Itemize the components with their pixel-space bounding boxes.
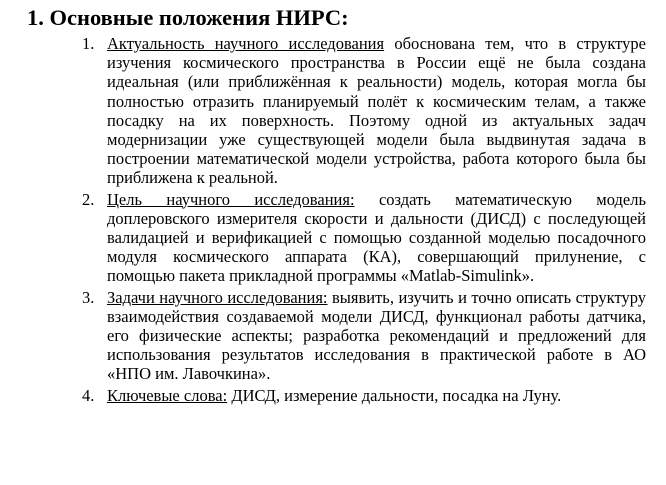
item-text: обоснована тем, что в структуре изучения космического пространства в России ещё не была создана идеальная (или приближённая к реальности) модель, которая могла бы полностью отразить планируемый полёт к космическим телам, а также посадку на их поверхность. Поэтому одной из актуальных задач модернизации уже существующей модели была выдвинутая задача в построении математической модели устройства, работа которого была бы приближена к реальной. xyxy=(107,34,646,188)
item-term: Ключевые слова: xyxy=(107,385,228,405)
item-text: создать математическую модель доплеровского измерителя скорости и дальности (ДИСД) с последующей валидацией и верификацией с помощью созданной моделью посадочного модуля космического аппарата (КА), совершающий прилунение, с помощью пакета прикладной программы «Matlab-Simulink». xyxy=(107,189,646,286)
list-item-relevance xyxy=(27,34,646,188)
list-item-tasks xyxy=(27,288,646,384)
item-term: Цель научного исследования: xyxy=(107,189,355,209)
section-heading: 1. Основные положения НИРС: xyxy=(27,5,349,30)
provisions-list xyxy=(27,34,646,405)
item-term: Задачи научного исследования: xyxy=(107,287,328,307)
item-number: 3. xyxy=(82,287,95,307)
item-number: 4. xyxy=(82,385,95,405)
item-term: Актуальность научного исследования xyxy=(107,34,385,53)
item-number: 1. xyxy=(82,34,95,53)
list-item-goal xyxy=(27,190,646,286)
item-text: ДИСД, измерение дальности, посадка на Луну. xyxy=(227,385,562,405)
item-text: выявить, изучить и точно описать структуру взаимодействия создаваемой модели ДИСД, функционал работы датчика, его физические аспекты; разработка рекомендаций и предложений для использования результатов исследования в практической работе в АО «НПО им. Лавочкина». xyxy=(107,287,646,384)
item-number: 2. xyxy=(82,189,95,209)
list-item-keywords xyxy=(27,386,646,405)
